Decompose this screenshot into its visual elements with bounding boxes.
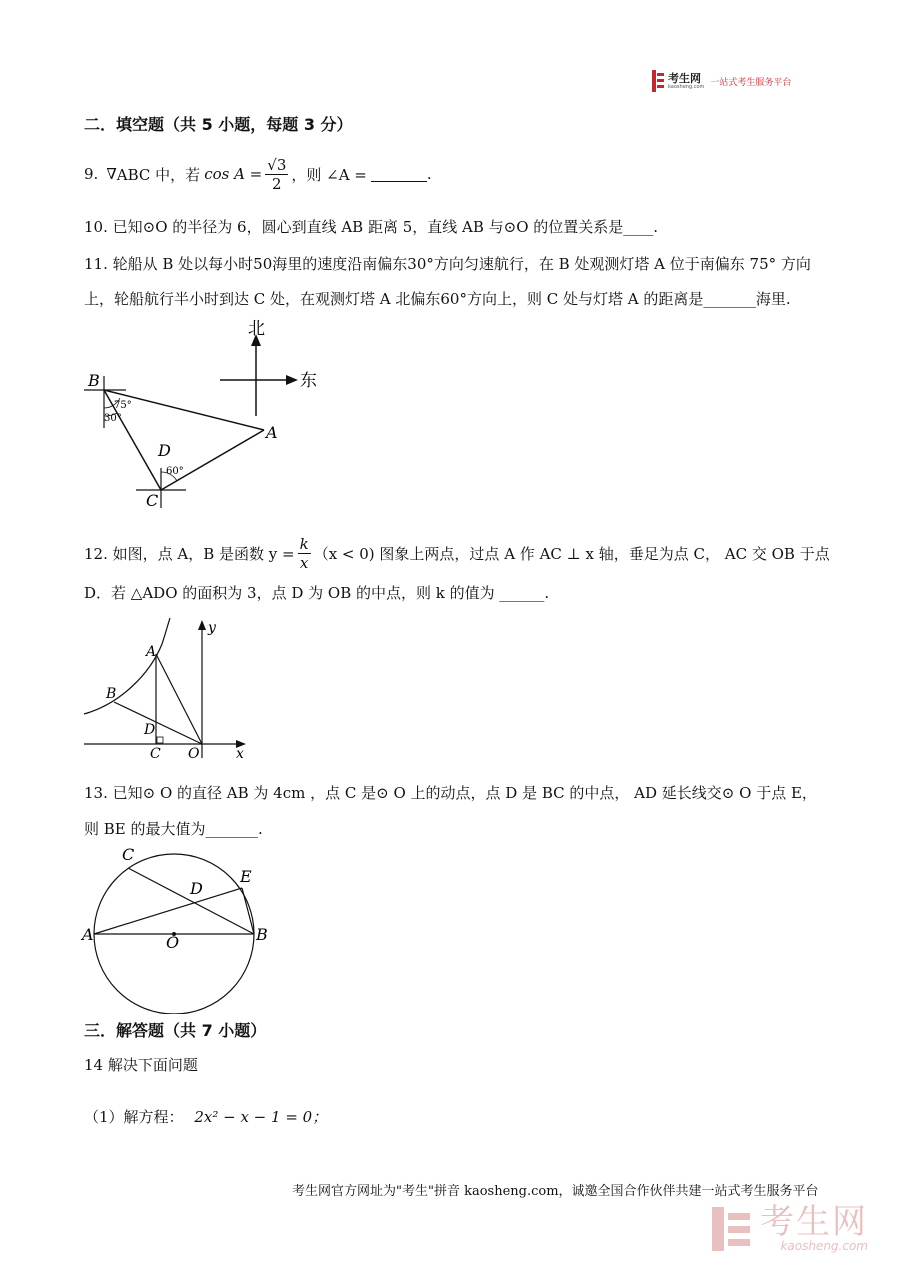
hyperbola-curve xyxy=(84,618,170,714)
segment-AE xyxy=(94,888,242,934)
q9-fraction xyxy=(265,156,288,193)
point-D: D xyxy=(144,722,156,738)
q12-pre: 12. 如图，点 A，B 是函数 y = xyxy=(84,544,295,563)
q9-pre: ABC 中，若 xyxy=(116,165,201,184)
angle-60: 60° xyxy=(166,466,184,477)
section-title-answer: 三．解答题（共 7 小题） xyxy=(84,1021,267,1040)
figure-13-circle xyxy=(80,844,280,1014)
q14-part1-label: （1）解方程： xyxy=(84,1108,184,1126)
segment-EB xyxy=(242,888,254,934)
q9-number: 9. xyxy=(84,165,99,183)
angle-30: 30° xyxy=(104,413,122,424)
logo-name: 考生网 xyxy=(668,71,701,85)
watermark-logo-icon xyxy=(712,1207,752,1251)
page-footer: 考生网官方网址为"考生"拼音 kaosheng.com，诚邀全国合作伙伴共建一站式考生服务平台 xyxy=(292,1184,819,1199)
question-14-part1 xyxy=(84,1106,327,1127)
y-axis-arrow-icon xyxy=(198,620,206,630)
q9-post: ，则 ∠A = xyxy=(291,165,367,184)
segment-CB xyxy=(128,868,254,934)
watermark xyxy=(712,1202,868,1253)
question-12-line1 xyxy=(84,528,830,578)
point-C: C xyxy=(122,845,135,864)
header-slogan: 一站式考生服务平台 xyxy=(710,77,792,88)
header-logo xyxy=(652,70,791,92)
question-10: 10. 已知⊙O 的半径为 6，圆心到直线 AB 距离 5，直线 AB 与⊙O 的位置关系是____. xyxy=(84,218,659,236)
q9-end: . xyxy=(426,165,432,183)
point-B: B xyxy=(256,925,268,944)
logo-domain: kaosheng.com xyxy=(668,83,705,90)
figure-11-navigation xyxy=(80,318,340,518)
segment-BC xyxy=(104,390,161,490)
question-12-line2: D．若 △ADO 的面积为 3，点 D 为 OB 的中点，则 k 的值为 ______. xyxy=(84,584,550,602)
question-13-line2: 则 BE 的最大值为_______. xyxy=(84,820,263,838)
point-O: O xyxy=(166,933,180,952)
point-A: A xyxy=(146,644,157,660)
q14-part1-equation: 2x² − x − 1 = 0； xyxy=(194,1108,328,1126)
question-14-title: 14 解决下面问题 xyxy=(84,1056,198,1074)
q9-frac-num: √3 xyxy=(267,155,287,174)
section-title-fill-blank: 二．填空题（共 5 小题，每题 3 分） xyxy=(84,115,353,134)
triangle-symbol: ∇ xyxy=(106,165,117,183)
q12-post: （x < 0) 图象上两点，过点 A 作 AC ⊥ x 轴，垂足为点 C， AC 交 OB 于点 xyxy=(313,544,830,563)
label-north: 北 xyxy=(248,319,265,339)
q12-frac-num: k xyxy=(299,534,309,553)
point-C: C xyxy=(150,746,161,762)
point-O: O xyxy=(188,746,200,762)
q12-frac-den: x xyxy=(299,553,309,572)
label-y: y xyxy=(208,620,216,636)
segment-AO xyxy=(156,654,202,744)
point-A: A xyxy=(82,925,94,944)
point-E: E xyxy=(240,867,252,886)
point-A: A xyxy=(266,423,278,442)
segment-CA xyxy=(161,430,264,490)
point-D: D xyxy=(158,441,171,460)
point-B: B xyxy=(88,371,100,390)
q9-answer-blank xyxy=(371,167,427,182)
east-arrow-icon xyxy=(286,375,298,385)
label-east: 东 xyxy=(300,371,317,391)
question-9 xyxy=(84,148,432,200)
kaosheng-logo-icon xyxy=(652,70,664,92)
segment-BO xyxy=(114,702,202,744)
label-x: x xyxy=(236,746,244,762)
figure-12-hyperbola xyxy=(80,618,260,764)
watermark-name: 考生网 xyxy=(760,1202,868,1242)
question-11-line2: 上，轮船航行半小时到达 C 处，在观测灯塔 A 北偏东60°方向上，则 C 处与灯塔 A 的距离是_______海里. xyxy=(84,290,791,308)
question-11-line1: 11. 轮船从 B 处以每小时50海里的速度沿南偏东30°方向匀速航行，在 B 处观测灯塔 A 位于南偏东 75° 方向 xyxy=(84,255,811,273)
q12-fraction xyxy=(298,535,311,572)
point-D: D xyxy=(190,879,203,898)
point-C: C xyxy=(146,491,159,510)
angle-75: 75° xyxy=(114,400,132,411)
q9-cos: cos A = xyxy=(204,165,263,183)
point-B: B xyxy=(106,686,117,702)
watermark-domain: kaosheng.com xyxy=(780,1239,868,1253)
q9-frac-den: 2 xyxy=(272,174,282,193)
question-13-line1: 13. 已知⊙ O 的直径 AB 为 4cm ，点 C 是⊙ O 上的动点，点 D 是 BC 的中点， AD 延长线交⊙ O 于点 E， xyxy=(84,784,817,802)
